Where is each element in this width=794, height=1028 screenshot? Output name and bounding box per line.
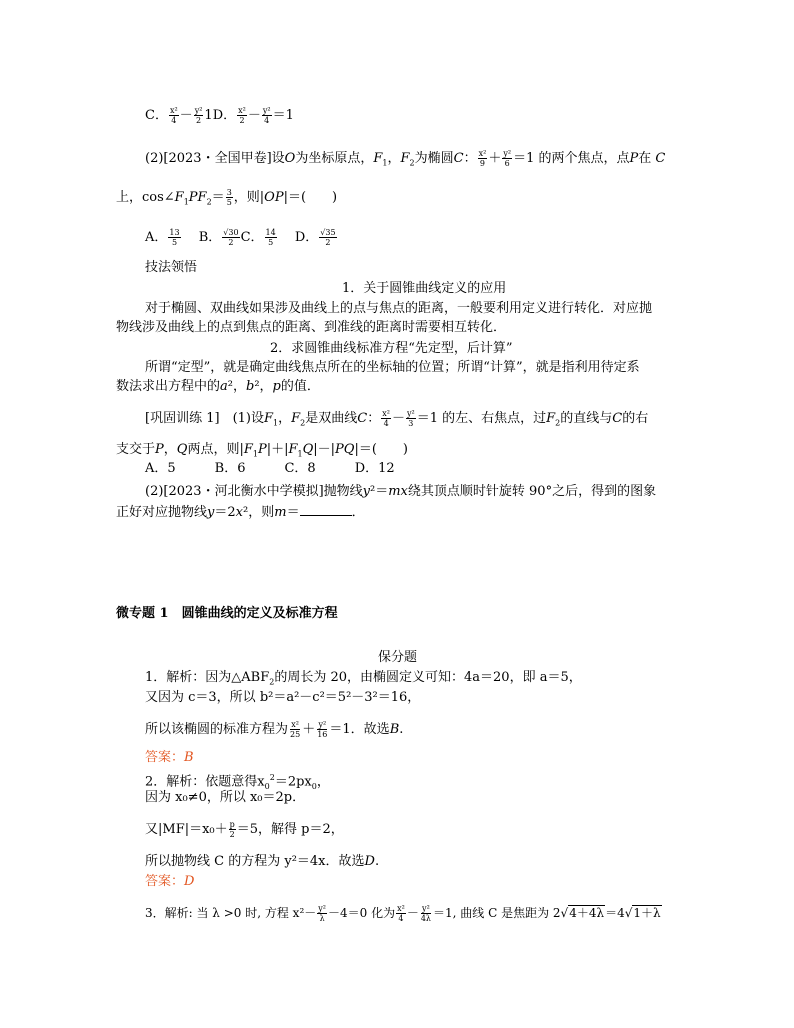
solution-1-line2: 又因为 c＝3，所以 b²＝a²－c²＝5²－3²＝16， <box>145 690 421 705</box>
section-heading-1: 1．关于圆锥曲线定义的应用 <box>342 281 507 296</box>
paragraph-1b: 物线涉及曲线上的点到焦点的距离、到准线的距离时需要相互转化． <box>116 320 507 335</box>
paragraph-1a: 对于椭圆、双曲线如果涉及曲线上的点与焦点的距离，一般要利用定义进行转化．对应抛 <box>145 301 653 316</box>
question-2-line2: 上，$\cos\angle F_1PF_2=$ $\frac{3}{5}$ ，则|OP|＝( ) <box>116 188 338 207</box>
solution-2-line4: 所以抛物线 C 的方程为 y²＝4x．故选D. <box>145 854 380 869</box>
question-2-line1: (2)[2023・全国甲卷]设O为坐标原点，$F_1$，$F_2$为椭圆C： $\frac{\text{x²}}{9}$ ＋ $\frac{\text{y²}}{6}$ ＝1 的两个焦点，点P在 C <box>145 149 666 168</box>
answer-blank[interactable] <box>300 504 352 516</box>
exercise-1-options: A．5 B．6 C．8 D．12 <box>145 461 395 476</box>
section-title: 微专题 1 圆锥曲线的定义及标准方程 <box>116 606 338 621</box>
option-c-d-line: C． $\frac{\text{x²}}{4}$ － $\frac{\text{y²}}{2}$ 1D． $\frac{\text{x²}}{2}$ － $\frac{\text{y²}}{4}$ ＝1 <box>145 106 294 125</box>
solution-1-line1: 1．解析：因为$\triangle ABF_2$的周长为 20，由椭圆定义可知：4a＝20，即 a＝5， <box>145 670 582 687</box>
solution-1-answer: 答案：B <box>145 750 194 765</box>
jifa-heading: 技法领悟 <box>145 260 198 275</box>
solution-2-line3: 又|MF|＝x₀＋ $\frac{p}{2}$ ＝5，解得 p＝2， <box>145 820 344 839</box>
baofen-heading: 保分题 <box>378 650 418 665</box>
exercise-2-line1: (2)[2023・河北衡水中学模拟]抛物线y²＝mx绕其顶点顺时针旋转 90°之后，得到的图象 <box>145 484 657 499</box>
solution-1-line3: 所以该椭圆的标准方程为 $\frac{\text{x²}}{25}$ ＋ $\frac{\text{y²}}{16}$ ＝1．故选B. <box>145 720 404 739</box>
solution-3-line1: 3．解析: 当 λ >0 时, 方程 x²－ $\frac{\text{y²}}{\lambda}$ －4＝0 化为 $\frac{\text{x²}}{4}$ － $\frac{\text{y²}}{4\lambda}$ ＝1, 曲线 C 是焦距为 2√4＋4λ＝4√1＋λ <box>145 904 661 923</box>
exercise-2-line2: 正好对应抛物线y＝2x²，则m＝ ． <box>116 505 365 520</box>
paragraph-2a: 所谓“定型”，就是确定曲线焦点所在的坐标轴的位置；所谓“计算”，就是指利用待定系 <box>145 360 640 375</box>
paragraph-2b: 数法求出方程中的a²，b²，p的值． <box>116 379 320 394</box>
exercise-1-line2: 支交于P，Q两点，则$|F_1P|+|F_1Q|-|PQ|=$( ) <box>116 442 408 459</box>
question-2-options: A． $\frac{13}{5}$ B． $\frac{√30}{2}$ C． $\frac{14}{5}$ D． $\frac{√35}{2}$ <box>145 228 336 247</box>
section-heading-2: 2．求圆锥曲线标准方程“先定型，后计算” <box>270 341 513 356</box>
solution-2-line2: 因为 x₀≠0，所以 x₀＝2p． <box>145 790 306 805</box>
solution-2-line1: 2．解析：依题意得$x_0^2=2px_0$， <box>145 773 330 791</box>
solution-2-answer: 答案：D <box>145 874 195 889</box>
exercise-1-line1: [巩固训练 1] (1)设$F_1$，$F_2$是双曲线C： $\frac{\text{x²}}{4}$ － $\frac{\text{y²}}{3}$ ＝1 的左、右焦点，过$F_2$的直线与C的右 <box>145 409 649 428</box>
